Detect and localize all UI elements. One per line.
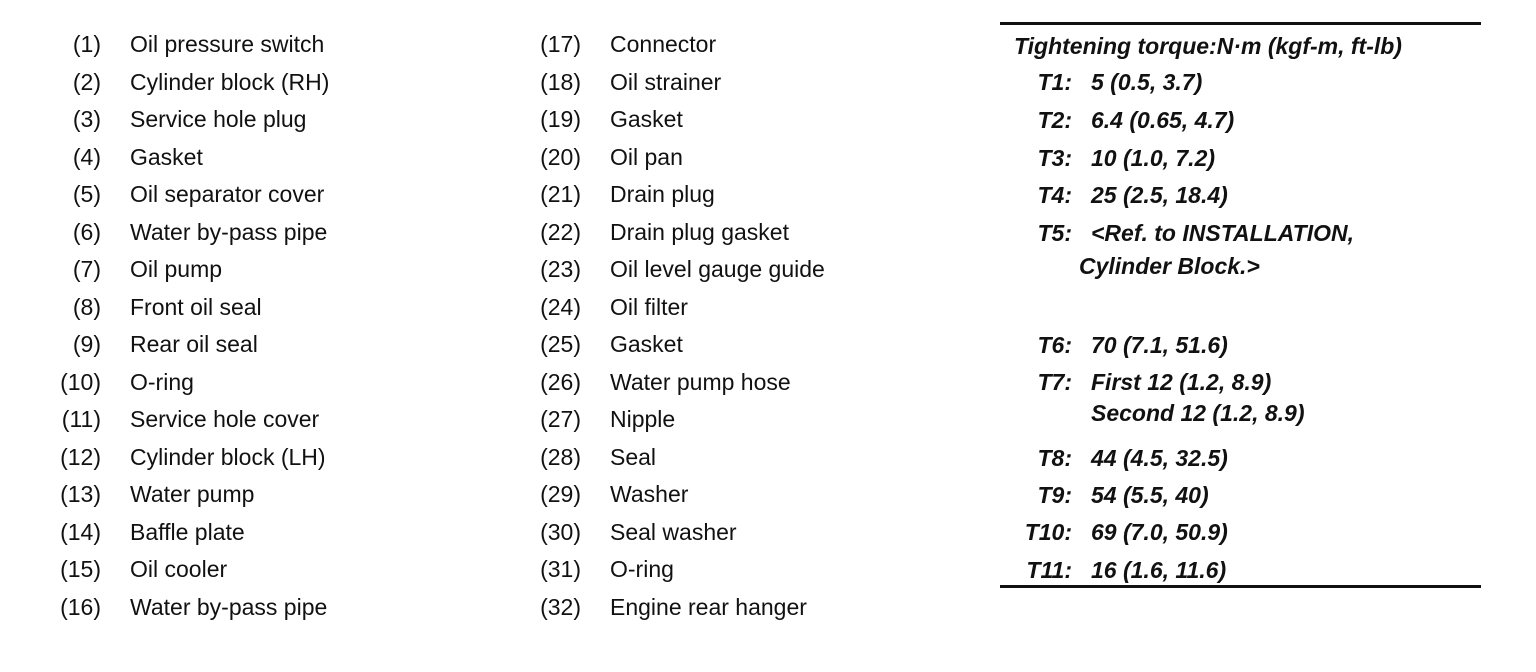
part-name: Cylinder block (LH): [130, 443, 326, 470]
part-number: (5): [72, 181, 101, 207]
part-number: (21): [540, 181, 581, 207]
part-number: (26): [540, 368, 581, 395]
torque-label: T1:: [1037, 69, 1072, 95]
part-name: Gasket: [610, 331, 683, 357]
torque-label: T5:: [1037, 220, 1072, 246]
part-number: (17): [540, 31, 581, 57]
part-number: (29): [540, 481, 581, 507]
part-name: Service hole plug: [130, 106, 307, 132]
part-name: Oil pressure switch: [130, 31, 325, 57]
torque-value: 54 (5.5, 40): [1091, 482, 1209, 508]
torque-value: <Ref. to INSTALLATION,: [1091, 220, 1354, 246]
torque-value-continuation: Cylinder Block.>: [1079, 253, 1260, 279]
part-number: (20): [540, 143, 581, 170]
part-number: (28): [540, 443, 581, 470]
part-number: (6): [72, 218, 101, 245]
torque-title: Tightening torque:N·m (kgf-m, ft-lb): [1014, 33, 1402, 59]
part-name: Oil pan: [610, 143, 683, 170]
torque-label: T10:: [1024, 519, 1072, 545]
part-number: (32): [540, 593, 581, 620]
torque-spec-panel: [1000, 22, 1481, 588]
part-number: (7): [72, 256, 101, 282]
part-number: (15): [60, 556, 101, 582]
torque-label: T6:: [1037, 332, 1072, 358]
part-name: Service hole cover: [130, 406, 320, 432]
part-name: O-ring: [130, 368, 194, 395]
torque-label: T7:: [1037, 369, 1072, 395]
part-number: (2): [72, 68, 101, 95]
torque-label: T2:: [1037, 107, 1072, 133]
part-number: (14): [60, 518, 101, 545]
part-name: Rear oil seal: [130, 331, 258, 357]
torque-value: 44 (4.5, 32.5): [1091, 445, 1228, 471]
part-number: (23): [540, 256, 581, 282]
part-name: Cylinder block (RH): [130, 68, 330, 95]
part-name: Oil filter: [610, 293, 688, 320]
torque-label: T9:: [1037, 482, 1072, 508]
part-name: Gasket: [610, 106, 683, 132]
part-name: Engine rear hanger: [610, 593, 807, 620]
part-name: Baffle plate: [130, 518, 245, 545]
part-name: Washer: [610, 481, 689, 507]
part-name: Seal: [610, 443, 657, 470]
part-name: Water by-pass pipe: [130, 593, 328, 620]
part-number: (22): [540, 218, 581, 245]
part-name: Oil level gauge guide: [610, 256, 825, 282]
torque-value: 69 (7.0, 50.9): [1091, 519, 1228, 545]
part-name: Water pump hose: [610, 368, 791, 395]
part-name: Drain plug: [610, 181, 715, 207]
part-name: Oil cooler: [130, 556, 228, 582]
torque-value: 25 (2.5, 18.4): [1091, 182, 1228, 208]
part-number: (4): [72, 143, 101, 170]
part-number: (16): [60, 593, 101, 620]
part-number: (8): [72, 293, 101, 320]
torque-value: 5 (0.5, 3.7): [1091, 69, 1203, 95]
part-name: Seal washer: [610, 518, 737, 545]
part-name: Gasket: [130, 143, 203, 170]
part-number: (25): [540, 331, 581, 357]
part-name: Nipple: [610, 406, 676, 432]
part-number: (10): [60, 368, 101, 395]
torque-label: T3:: [1037, 145, 1072, 171]
part-number: (30): [540, 518, 581, 545]
part-number: (9): [72, 331, 101, 357]
torque-label: T8:: [1037, 445, 1072, 471]
torque-value: First 12 (1.2, 8.9): [1091, 369, 1272, 395]
part-number: (27): [540, 406, 581, 432]
torque-value: 10 (1.0, 7.2): [1091, 145, 1216, 171]
part-number: (18): [540, 68, 581, 95]
part-name: Connector: [610, 31, 717, 57]
part-number: (1): [72, 31, 101, 57]
part-name: Oil separator cover: [130, 181, 325, 207]
torque-value-continuation: Second 12 (1.2, 8.9): [1091, 400, 1305, 426]
part-number: (24): [540, 293, 581, 320]
part-number: (19): [540, 106, 581, 132]
part-name: Water by-pass pipe: [130, 218, 328, 245]
part-name: Drain plug gasket: [610, 218, 789, 245]
part-name: Oil pump: [130, 256, 223, 282]
part-number: (31): [540, 556, 581, 582]
part-name: Water pump: [130, 481, 255, 507]
torque-label: T4:: [1037, 182, 1072, 208]
part-number: (13): [60, 481, 101, 507]
part-name: O-ring: [610, 556, 674, 582]
part-number: (11): [61, 406, 101, 432]
part-name: Oil strainer: [610, 68, 722, 95]
torque-value: 70 (7.1, 51.6): [1091, 332, 1228, 358]
part-number: (3): [72, 106, 101, 132]
torque-value: 16 (1.6, 11.6): [1091, 557, 1227, 583]
part-number: (12): [60, 443, 101, 470]
torque-value: 6.4 (0.65, 4.7): [1091, 107, 1235, 133]
torque-label: T11:: [1026, 557, 1072, 583]
part-name: Front oil seal: [130, 293, 262, 320]
